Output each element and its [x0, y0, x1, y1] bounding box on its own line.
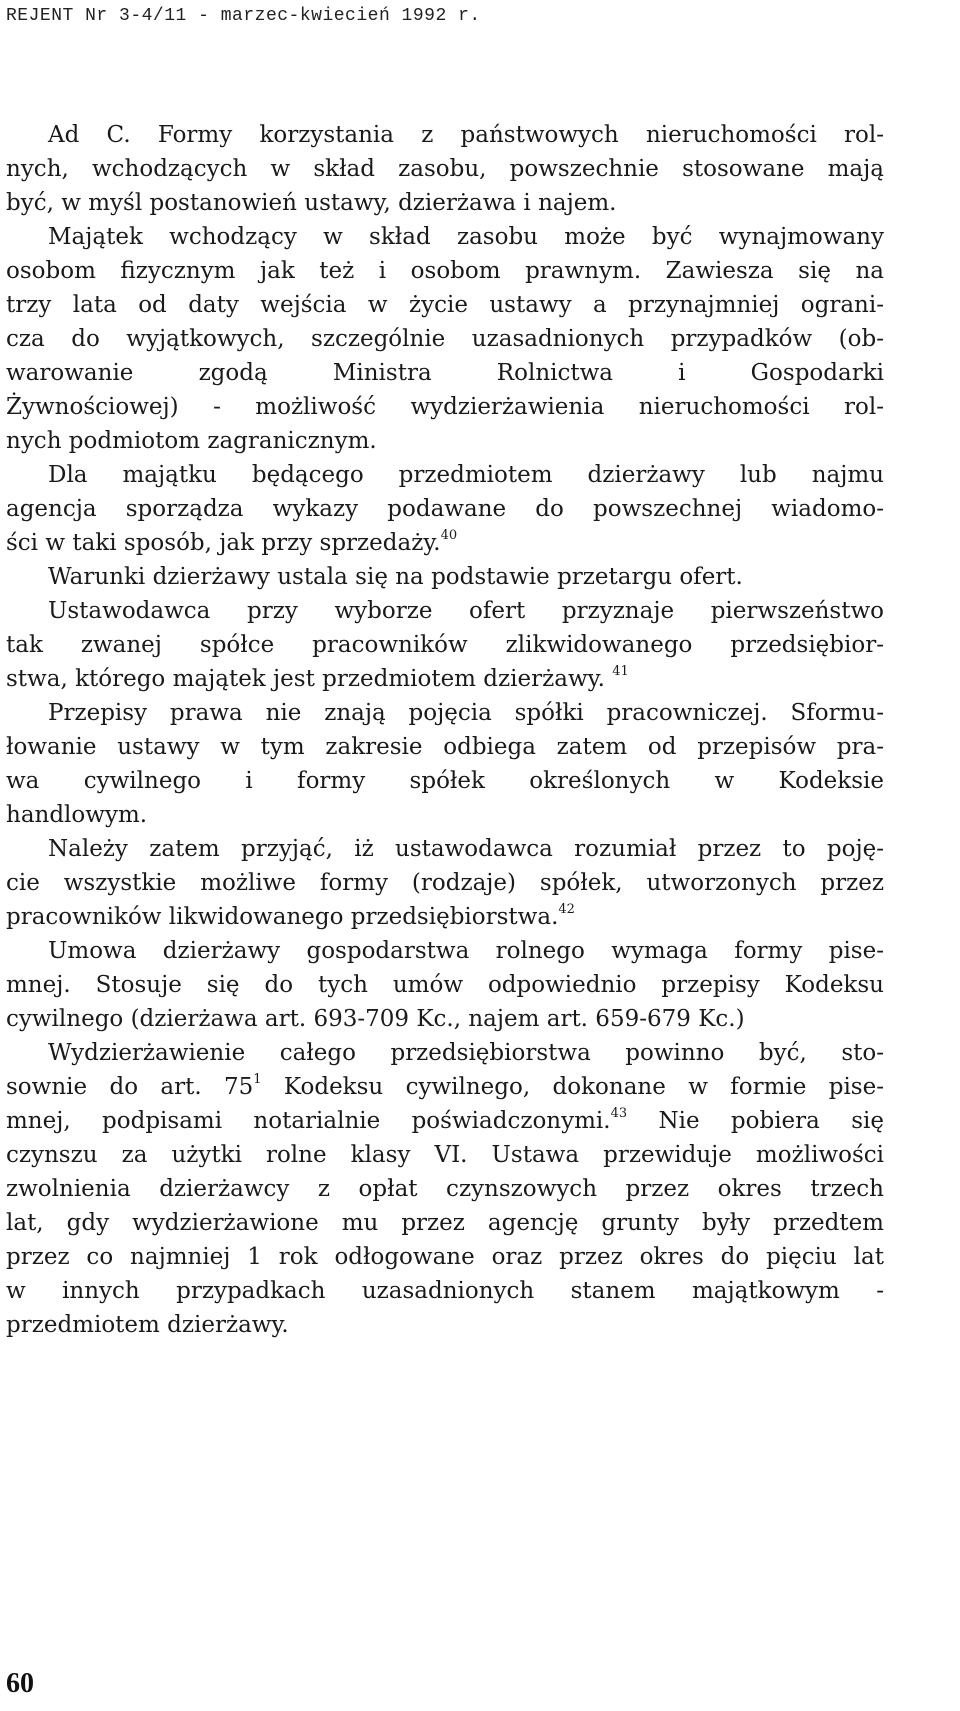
text-line: łowanie ustawy w tym zakresie odbiega zatem od przepisów pra- — [6, 734, 884, 760]
footnote-ref: 41 — [612, 664, 629, 680]
page-number: 60 — [6, 1668, 34, 1699]
text-line: tak zwanej spółce pracowników zlikwidowanego przedsiębior- — [6, 632, 884, 658]
paragraph-4 — [6, 560, 884, 594]
footnote-ref: 40 — [440, 528, 458, 544]
text-line — [6, 526, 884, 560]
footnote-ref: 42 — [558, 902, 575, 918]
text-line: handlowym. — [6, 802, 148, 828]
paragraph-9 — [6, 1036, 884, 1342]
text-line — [6, 1070, 884, 1104]
text-line: Żywnościowej) - możliwość wydzierżawienia nieruchomości rol- — [6, 394, 884, 420]
text-line: Dla majątku będącego przedmiotem dzierżawy lub najmu — [48, 462, 884, 488]
text-line — [6, 1104, 884, 1138]
text-line: Należy zatem przyjąć, iż ustawodawca rozumiał przez to poję- — [48, 836, 884, 862]
paragraph-6 — [6, 696, 884, 832]
paragraph-3 — [6, 458, 884, 560]
text-line: Ad C. Formy korzystania z państwowych nieruchomości rol- — [48, 122, 884, 148]
text-fragment: ści w taki sposób, jak przy sprzedaży. — [6, 530, 441, 556]
text-fragment: mnej, podpisami notarialnie poświadczonymi. — [6, 1108, 611, 1134]
text-fragment: pracowników likwidowanego przedsiębiorstwa. — [6, 904, 559, 930]
paragraph-7 — [6, 832, 884, 934]
paragraph-2 — [6, 220, 884, 458]
text-line: nych podmiotom zagranicznym. — [6, 428, 377, 454]
paragraph-1 — [6, 118, 884, 220]
text-line: Przepisy prawa nie znają pojęcia spółki pracowniczej. Sformu- — [48, 700, 884, 726]
text-line — [6, 900, 884, 934]
text-line: warowanie zgodą Ministra Rolnictwa i Gospodarki — [6, 360, 884, 386]
text-line: być, w myśl postanowień ustawy, dzierżawa i najem. — [6, 190, 617, 216]
text-line: lat, gdy wydzierżawione mu przez agencję grunty były przedtem — [6, 1210, 884, 1236]
text-line: trzy lata od daty wejścia w życie ustawy a przynajmniej ograni- — [6, 292, 884, 318]
text-line: czynszu za użytki rolne klasy VI. Ustawa przewiduje możliwości — [6, 1142, 884, 1168]
text-line: agencja sporządza wykazy podawane do powszechnej wiadomo- — [6, 496, 884, 522]
running-header: REJENT Nr 3-4/11 - marzec-kwiecień 1992 r. — [6, 6, 481, 26]
text-line: Warunki dzierżawy ustala się na podstawie przetargu ofert. — [48, 564, 743, 590]
text-fragment: Nie pobiera się — [627, 1108, 884, 1134]
paragraph-5 — [6, 594, 884, 696]
text-line: Umowa dzierżawy gospodarstwa rolnego wymaga formy pise- — [48, 938, 884, 964]
text-line: osobom fizycznym jak też i osobom prawnym. Zawiesza się na — [6, 258, 884, 284]
article-superscript: 1 — [253, 1072, 262, 1088]
text-line: Wydzierżawienie całego przedsiębiorstwa powinno być, sto- — [48, 1040, 884, 1066]
text-line: przedmiotem dzierżawy. — [6, 1312, 289, 1338]
article-body — [6, 118, 884, 1342]
text-fragment: stwa, którego majątek jest przedmiotem dzierżawy. — [6, 666, 605, 692]
text-line: zwolnienia dzierżawcy z opłat czynszowych przez okres trzech — [6, 1176, 884, 1202]
text-line: cywilnego (dzierżawa art. 693-709 Kc., najem art. 659-679 Kc.) — [6, 1006, 745, 1032]
text-line: nych, wchodzących w skład zasobu, powszechnie stosowane mają — [6, 156, 884, 182]
paragraph-8 — [6, 934, 884, 1036]
text-line: wa cywilnego i formy spółek określonych w Kodeksie — [6, 768, 884, 794]
text-fragment: Kodeksu cywilnego, dokonane w formie pise- — [261, 1074, 884, 1100]
text-line: Majątek wchodzący w skład zasobu może być wynajmowany — [48, 224, 884, 250]
footnote-ref: 43 — [610, 1106, 628, 1122]
text-line: mnej. Stosuje się do tych umów odpowiednio przepisy Kodeksu — [6, 972, 884, 998]
text-line — [6, 662, 884, 696]
text-line: cie wszystkie możliwe formy (rodzaje) spółek, utworzonych przez — [6, 870, 884, 896]
text-line: cza do wyjątkowych, szczególnie uzasadnionych przypadków (ob- — [6, 326, 884, 352]
text-line: Ustawodawca przy wyborze ofert przyznaje pierwszeństwo — [48, 598, 884, 624]
text-line: w innych przypadkach uzasadnionych stanem majątkowym - — [6, 1278, 884, 1304]
text-fragment: sownie do art. 75 — [6, 1074, 254, 1100]
text-line: przez co najmniej 1 rok odłogowane oraz przez okres do pięciu lat — [6, 1244, 884, 1270]
